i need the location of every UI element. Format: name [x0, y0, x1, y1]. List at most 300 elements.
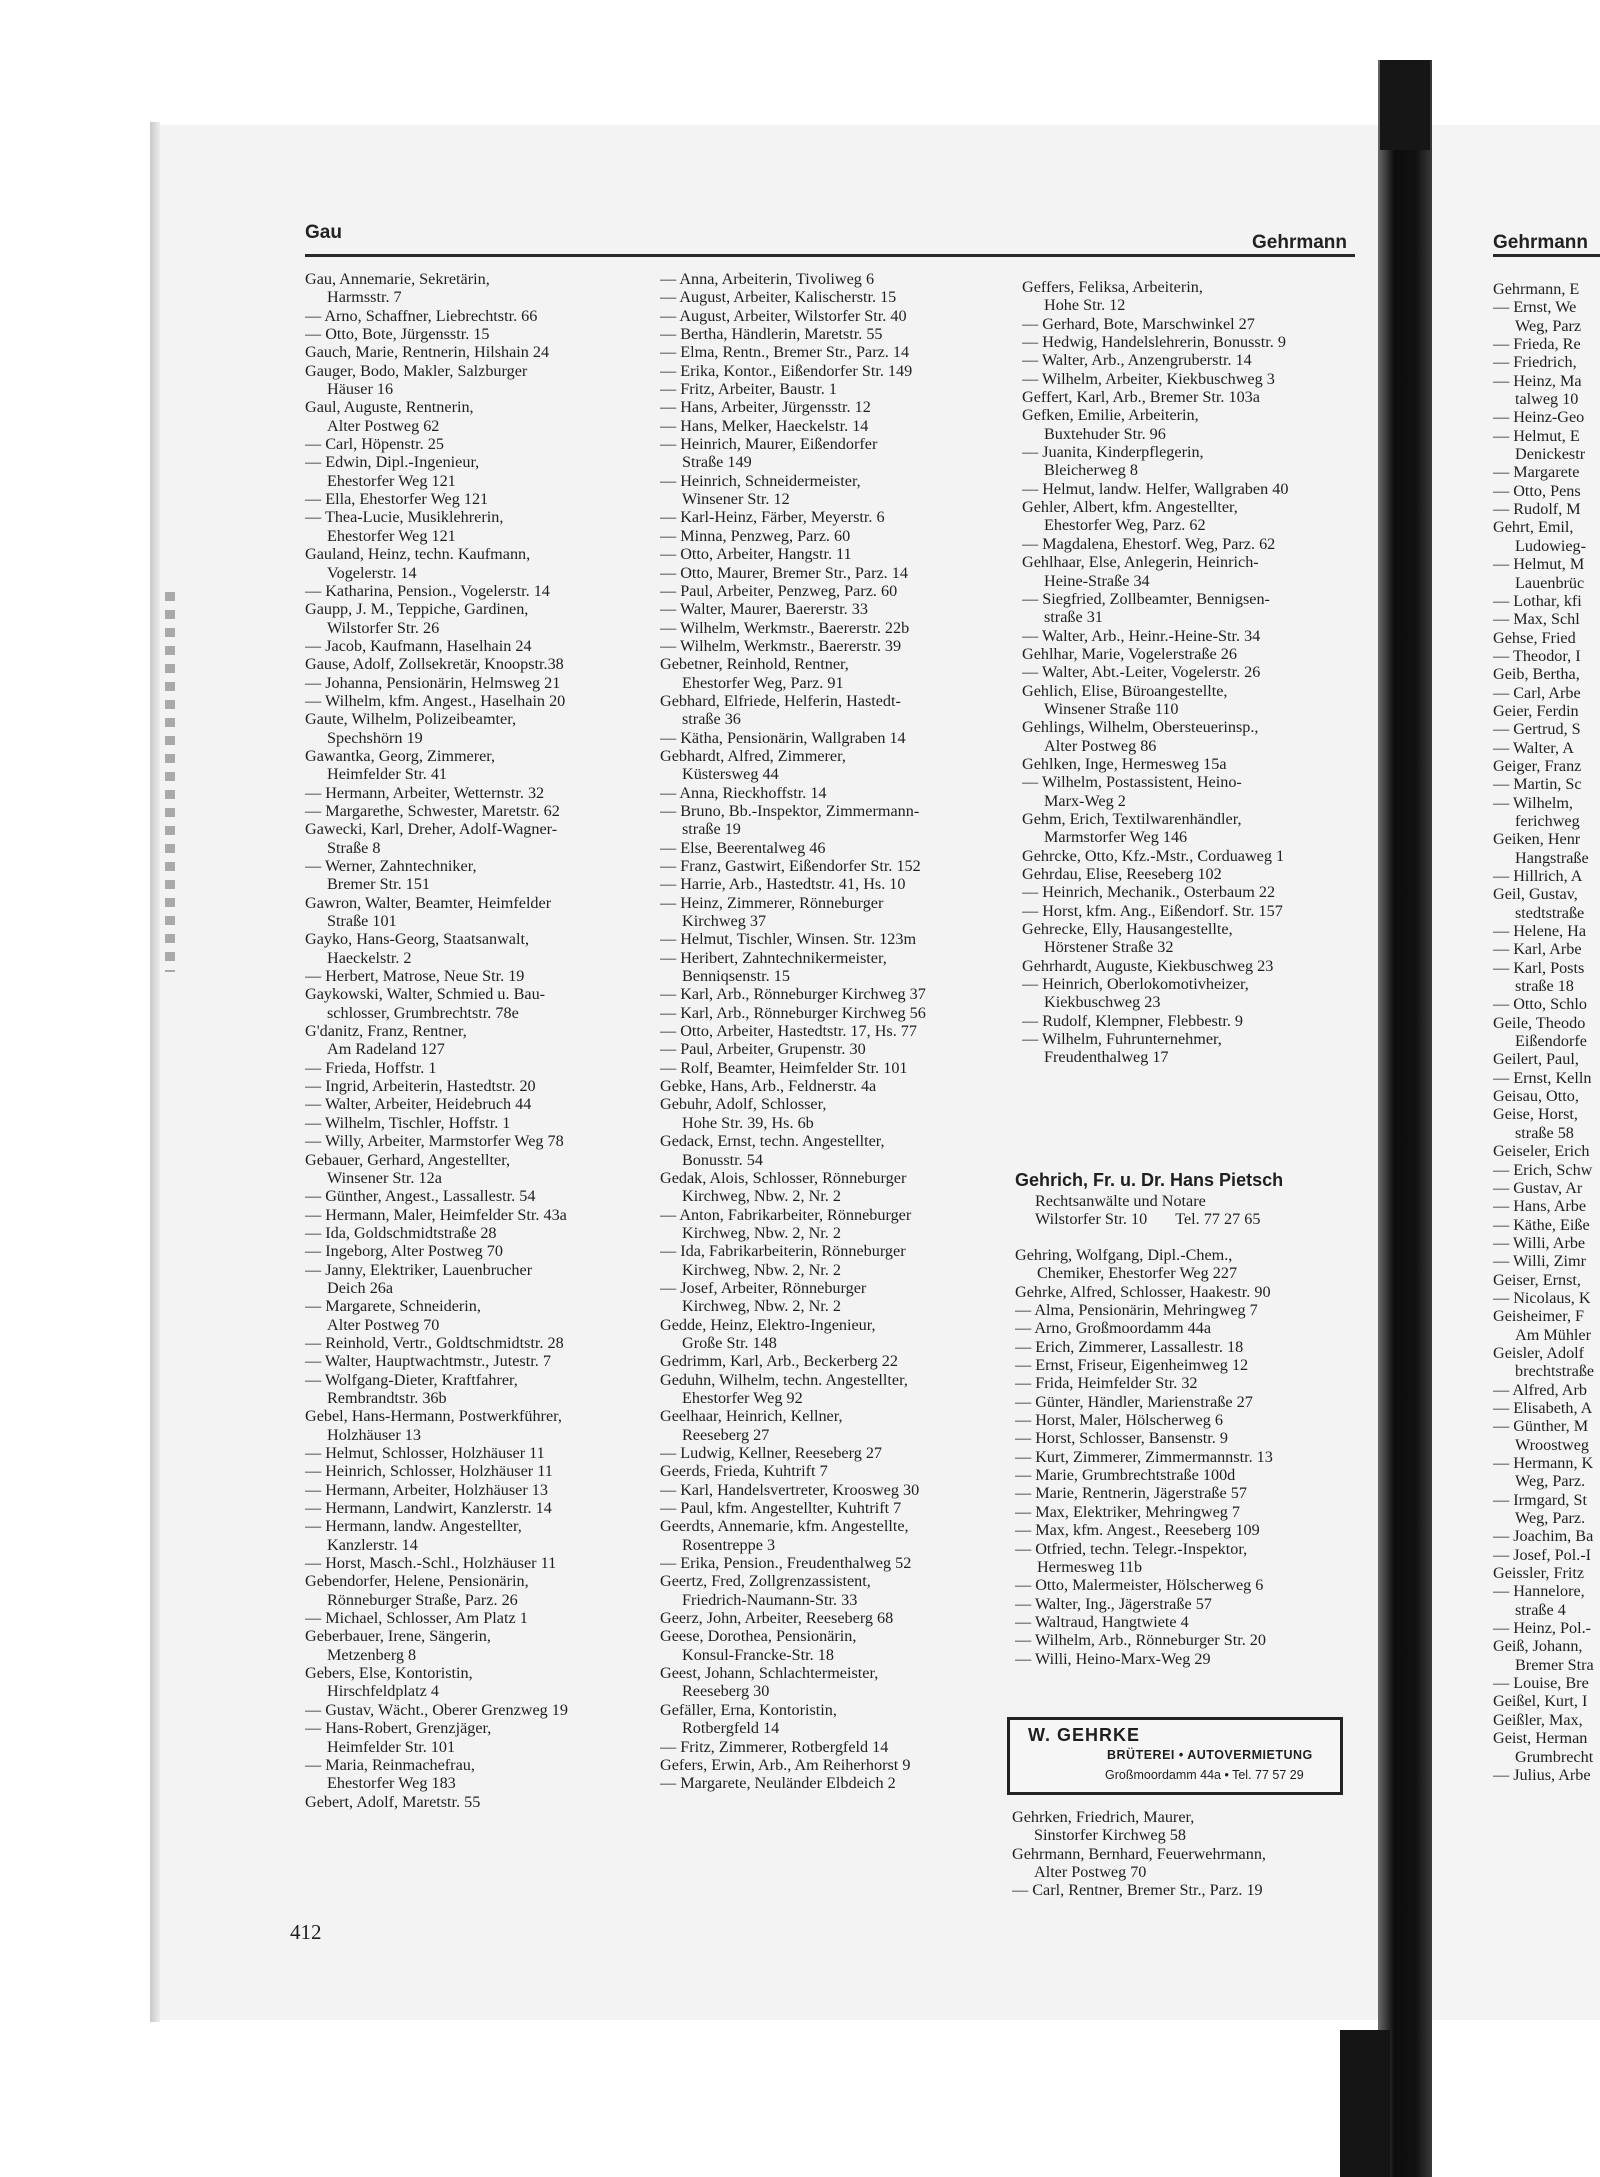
directory-entry-line: — Carl, Höpenstr. 25: [305, 435, 444, 454]
directory-entry-line: Winsener Str. 12: [682, 490, 790, 509]
directory-entry-line: — Frida, Heimfelder Str. 32: [1015, 1374, 1198, 1393]
directory-entry-line: — Else, Beerentalweg 46: [660, 838, 826, 857]
directory-entry-line: — Margarethe, Schwester, Maretstr. 62: [305, 801, 560, 820]
directory-entry-line: — Käthe, Eiße: [1493, 1215, 1590, 1234]
directory-entry-line: Alter Postweg 62: [327, 416, 440, 435]
directory-entry-line: — Margarete, Neuländer Elbdeich 2: [660, 1774, 896, 1793]
directory-entry-line: Eißendorfe: [1515, 1032, 1587, 1051]
directory-entry-line: Heimfelder Str. 41: [327, 765, 448, 784]
directory-entry-line: Geiser, Ernst,: [1493, 1270, 1581, 1289]
directory-entry-line: Hohe Str. 12: [1044, 296, 1126, 315]
directory-entry-line: — Reinhold, Vertr., Goldtschmidtstr. 28: [305, 1333, 564, 1352]
directory-entry-line: — Wilhelm, Werkmstr., Baererstr. 39: [660, 636, 902, 655]
directory-entry-line: Kanzlerstr. 14: [327, 1535, 418, 1554]
directory-entry-line: Gayko, Hans-Georg, Staatsanwalt,: [305, 930, 530, 949]
directory-entry-line: Weg, Parz.: [1515, 1472, 1586, 1491]
directory-entry-line: — Helene, Ha: [1493, 922, 1587, 941]
directory-entry-line: talweg 10: [1515, 390, 1579, 409]
directory-entry-line: — Horst, Schlosser, Bansenstr. 9: [1015, 1429, 1228, 1448]
directory-entry-line: — Otto, Maurer, Bremer Str., Parz. 14: [660, 563, 908, 582]
directory-entry-line: — Erich, Zimmerer, Lassallestr. 18: [1015, 1337, 1244, 1356]
directory-entry-line: Geier, Ferdin: [1493, 701, 1579, 720]
directory-entry-line: — Otfried, techn. Telegr.-Inspektor,: [1015, 1539, 1248, 1558]
directory-entry-line: Gebhard, Elfriede, Helferin, Hastedt-: [660, 691, 901, 710]
directory-entry-line: — Ludwig, Kellner, Reeseberg 27: [660, 1444, 883, 1462]
directory-entry-line: Gehrke, Alfred, Schlosser, Haakestr. 90: [1015, 1282, 1271, 1301]
directory-entry-line: — Gustav, Wächt., Oberer Grenzweg 19: [305, 1700, 568, 1719]
next-page-running-head: Gehrmann: [1493, 232, 1589, 253]
directory-entry-line: — Walter, Ing., Jägerstraße 57: [1015, 1594, 1212, 1613]
directory-entry-line: — Anton, Fabrikarbeiter, Rönneburger: [660, 1205, 912, 1224]
directory-entry-line: — Walter, Abt.-Leiter, Vogelerstr. 26: [1022, 663, 1261, 682]
directory-entry-line: Friedrich-Naumann-Str. 33: [682, 1590, 858, 1609]
directory-entry-line: — Elisabeth, A: [1493, 1398, 1593, 1417]
directory-entry-line: Geile, Theodo: [1493, 1013, 1586, 1032]
directory-entry-line: — Martin, Sc: [1493, 775, 1582, 794]
directory-entry-line: Gaupp, J. M., Teppiche, Gardinen,: [305, 600, 529, 619]
directory-entry-line: — Ernst, Kelln: [1493, 1068, 1592, 1087]
directory-entry-line: — Wilhelm, Arb., Rönneburger Str. 20: [1015, 1631, 1266, 1650]
directory-entry-line: Bremer Str. 151: [327, 875, 430, 894]
directory-entry-line: Gause, Adolf, Zollsekretär, Knoopstr.38: [305, 655, 564, 674]
directory-entry-line: — Werner, Zahntechniker,: [305, 857, 477, 875]
directory-entry-line: — Karl, Posts: [1493, 958, 1585, 977]
directory-entry-line: Alter Postweg 86: [1044, 736, 1157, 755]
directory-entry-line: Geisau, Otto,: [1493, 1087, 1579, 1106]
directory-entry-line: — Michael, Schlosser, Am Platz 1: [305, 1609, 528, 1628]
directory-entry-line: — Walter, Hauptwachtmstr., Jutestr. 7: [305, 1352, 551, 1371]
directory-entry-line: — Hermann, Maler, Heimfelder Str. 43a: [305, 1205, 567, 1224]
directory-entry-line: — Bertha, Händlerin, Maretstr. 55: [660, 325, 883, 344]
pietsch-line-2: Wilstorfer Str. 10 Tel. 77 27 65: [1035, 1210, 1261, 1229]
directory-entry-line: G'danitz, Franz, Rentner,: [305, 1022, 467, 1041]
directory-entry-line: Gebers, Else, Kontoristin,: [305, 1664, 473, 1683]
directory-entry-line: Heimfelder Str. 101: [327, 1737, 456, 1756]
directory-entry-line: Ludowieg-: [1515, 536, 1587, 555]
directory-entry-line: Gebetner, Reinhold, Rentner,: [660, 655, 849, 674]
directory-entry-line: straße 18: [1515, 977, 1574, 996]
directory-entry-line: Gehler, Albert, kfm. Angestellter,: [1022, 498, 1238, 517]
directory-entry-line: — Helmut, E: [1493, 426, 1580, 445]
directory-entry-line: — Arno, Schaffner, Liebrechtstr. 66: [305, 306, 538, 325]
directory-entry-line: — Heinz, Pol.-: [1493, 1619, 1592, 1638]
next-page-column: [1493, 280, 1600, 1784]
directory-entry-line: Ehestorfer Weg 183: [327, 1774, 456, 1793]
directory-entry-line: — Heinrich, Oberlokomotivheizer,: [1022, 975, 1249, 994]
directory-entry-line: straße 36: [682, 710, 741, 729]
directory-entry-line: — Maria, Reinmachefrau,: [305, 1755, 475, 1774]
directory-entry-line: — Wilhelm, Arbeiter, Kiekbuschweg 3: [1022, 369, 1275, 388]
directory-entry-line: — Otto, Schlo: [1493, 995, 1587, 1014]
directory-entry-line: Reeseberg 30: [682, 1682, 770, 1701]
directory-entry-line: — August, Arbeiter, Wilstorfer Str. 40: [660, 306, 907, 325]
ad-address: Großmoordamm 44a • Tel. 77 57 29: [1105, 1768, 1304, 1782]
directory-entry-line: Buxtehuder Str. 96: [1044, 424, 1166, 443]
directory-entry-line: Küstersweg 44: [682, 765, 779, 784]
directory-entry-line: — Helmut, landw. Helfer, Wallgraben 40: [1022, 479, 1289, 498]
directory-entry-line: — Anna, Rieckhoffstr. 14: [660, 783, 827, 802]
directory-entry-line: Geberbauer, Irene, Sängerin,: [305, 1627, 491, 1646]
directory-entry-line: Geffert, Karl, Arb., Bremer Str. 103a: [1022, 388, 1260, 407]
directory-entry-line: Gehrecke, Elly, Hausangestellte,: [1022, 920, 1233, 939]
directory-entry-line: — Paul, Arbeiter, Grupenstr. 30: [660, 1040, 866, 1059]
directory-entry-line: Kirchweg, Nbw. 2, Nr. 2: [682, 1260, 841, 1279]
directory-entry-line: Gaykowski, Walter, Schmied u. Bau-: [305, 985, 546, 1004]
directory-entry-line: Geiseler, Erich: [1493, 1142, 1590, 1161]
directory-entry-line: Gebel, Hans-Hermann, Postwerkführer,: [305, 1407, 562, 1426]
directory-entry-line: Winsener Straße 110: [1044, 699, 1179, 718]
directory-entry-line: — Heinrich, Schlosser, Holzhäuser 11: [305, 1462, 553, 1481]
directory-entry-line: — Waltraud, Hangtwiete 4: [1015, 1612, 1189, 1631]
directory-entry-line: — Rudolf, M: [1493, 500, 1581, 519]
directory-entry-line: straße 19: [682, 820, 741, 839]
directory-entry-line: — Heinrich, Schneidermeister,: [660, 471, 861, 490]
directory-entry-line: Geertz, Fred, Zollgrenzassistent,: [660, 1572, 871, 1591]
directory-entry-line: Marx-Weg 2: [1044, 791, 1126, 810]
directory-entry-line: Gedack, Ernst, techn. Angestellter,: [660, 1132, 885, 1151]
pietsch-line-1: Rechtsanwälte und Notare: [1035, 1192, 1206, 1210]
directory-entry-line: Wilstorfer Str. 26: [327, 618, 440, 637]
directory-entry-line: Gauland, Heinz, techn. Kaufmann,: [305, 545, 531, 564]
directory-entry-line: Geist, Herman: [1493, 1729, 1588, 1748]
directory-entry-line: Gehrdau, Elise, Reeseberg 102: [1022, 865, 1222, 883]
directory-entry-line: Alter Postweg 70: [327, 1315, 440, 1334]
directory-entry-line: — Walter, A: [1493, 738, 1574, 757]
directory-entry-line: Rembrandtstr. 36b: [327, 1388, 447, 1407]
page-number: 412: [290, 1920, 322, 1944]
directory-entry-line: Gauger, Bodo, Makler, Salzburger: [305, 361, 528, 380]
page-edge-marks: [165, 592, 175, 972]
directory-entry-line: — Hermann, Arbeiter, Holzhäuser 13: [305, 1480, 548, 1499]
directory-entry-line: Reeseberg 27: [682, 1425, 770, 1444]
directory-entry-line: — Hans, Arbe: [1493, 1197, 1587, 1216]
directory-entry-line: Gebert, Adolf, Maretstr. 55: [305, 1792, 481, 1811]
directory-entry-line: Gawantka, Georg, Zimmerer,: [305, 746, 496, 765]
directory-entry-line: Konsul-Francke-Str. 18: [682, 1645, 834, 1664]
directory-entry-line: Gaul, Auguste, Rentnerin,: [305, 398, 474, 417]
directory-entry-line: — Bruno, Bb.-Inspektor, Zimmermann-: [660, 801, 920, 820]
directory-entry-line: Ehestorfer Weg 121: [327, 526, 456, 545]
directory-entry-line: straße 58: [1515, 1123, 1574, 1142]
directory-entry-line: Straße 8: [327, 838, 381, 857]
directory-entry-line: — Paul, kfm. Angestellter, Kuhtrift 7: [660, 1499, 902, 1518]
directory-entry-line: Ehestorfer Weg, Parz. 62: [1044, 516, 1206, 535]
directory-entry-line: — Theodor, I: [1493, 646, 1581, 665]
directory-entry-line: — Carl, Rentner, Bremer Str., Parz. 19: [1012, 1881, 1263, 1900]
directory-entry-line: Gedak, Alois, Schlosser, Rönneburger: [660, 1168, 907, 1187]
directory-entry-line: Rosentreppe 3: [682, 1535, 776, 1554]
directory-entry-line: — Friedrich,: [1493, 353, 1577, 372]
directory-entry-line: — Helmut, M: [1493, 555, 1585, 574]
directory-entry-line: — Walter, Arb., Anzengruberstr. 14: [1022, 351, 1252, 370]
directory-entry-line: — Marie, Rentnerin, Jägerstraße 57: [1015, 1484, 1247, 1503]
directory-entry-line: Denickestr: [1515, 445, 1586, 464]
directory-entry-line: Häuser 16: [327, 380, 394, 399]
directory-entry-line: — Louise, Bre: [1493, 1674, 1589, 1693]
directory-entry-line: Gefers, Erwin, Arb., Am Reiherhorst 9: [660, 1755, 911, 1774]
directory-entry-line: Geerdts, Annemarie, kfm. Angestellte,: [660, 1517, 909, 1536]
directory-entry-line: — Willi, Arbe: [1493, 1233, 1586, 1252]
directory-entry-line: Geduhn, Wilhelm, techn. Angestellter,: [660, 1370, 908, 1389]
directory-entry-line: — Alma, Pensionärin, Mehringweg 7: [1015, 1301, 1258, 1320]
directory-entry-line: — Frieda, Re: [1493, 335, 1581, 354]
book-gutter: [1378, 60, 1432, 2177]
directory-entry-line: — Max, Elektriker, Mehringweg 7: [1015, 1502, 1241, 1521]
directory-entry-line: Gehm, Erich, Textilwarenhändler,: [1022, 809, 1242, 828]
directory-entry-line: — Otto, Bote, Jürgensstr. 15: [305, 325, 490, 344]
directory-entry-line: Geiger, Franz: [1493, 756, 1582, 775]
directory-entry-line: — Heinz-Geo: [1493, 408, 1585, 427]
directory-entry-line: — Hillrich, A: [1493, 867, 1583, 885]
directory-entry-line: Große Str. 148: [682, 1333, 777, 1352]
directory-entry-line: Gebke, Hans, Arb., Feldnerstr. 4a: [660, 1077, 877, 1096]
directory-entry-line: Geißel, Kurt, I: [1493, 1692, 1588, 1711]
directory-entry-line: — Horst, Masch.-Schl., Holzhäuser 11: [305, 1554, 557, 1573]
directory-entry-line: — Hans, Melker, Haeckelstr. 14: [660, 416, 869, 435]
directory-entry-line: — Franz, Gastwirt, Eißendorfer Str. 152: [660, 857, 921, 875]
directory-entry-line: Benniqsenstr. 15: [682, 967, 790, 986]
directory-entry-line: Haeckelstr. 2: [327, 948, 412, 967]
directory-entry-line: ferichweg: [1515, 811, 1580, 830]
directory-entry-line: — Frieda, Hoffstr. 1: [305, 1058, 437, 1077]
directory-entry-line: Geib, Bertha,: [1493, 665, 1580, 684]
directory-entry-line: Hirschfeldplatz 4: [327, 1682, 439, 1701]
directory-entry-line: — Jacob, Kaufmann, Haselhain 24: [305, 636, 532, 655]
directory-column-1: [305, 270, 640, 1811]
directory-entry-line: — Hedwig, Handelslehrerin, Bonusstr. 9: [1022, 333, 1286, 352]
directory-entry-line: Gefken, Emilie, Arbeiterin,: [1022, 406, 1199, 425]
directory-entry-line: — Gustav, Ar: [1493, 1178, 1583, 1197]
directory-entry-line: — Günther, M: [1493, 1417, 1589, 1436]
directory-entry-line: — Gertrud, S: [1493, 720, 1581, 739]
directory-entry-line: — Rolf, Beamter, Heimfelder Str. 101: [660, 1058, 908, 1077]
directory-column-3-middle: [1015, 1246, 1360, 1668]
directory-entry-line: Ehestorfer Weg 121: [327, 471, 456, 490]
directory-entry-line: — Ida, Fabrikarbeiterin, Rönneburger: [660, 1242, 906, 1261]
directory-entry-line: Gauch, Marie, Rentnerin, Hilshain 24: [305, 343, 550, 362]
directory-entry-line: — Wilhelm, Werkmstr., Baererstr. 22b: [660, 618, 910, 637]
directory-entry-line: — Karl, Arb., Rönneburger Kirchweg 56: [660, 1003, 926, 1022]
directory-entry-line: Geißler, Max,: [1493, 1710, 1583, 1729]
directory-entry-line: — Juanita, Kinderpflegerin,: [1022, 443, 1204, 462]
directory-entry-line: — Thea-Lucie, Musiklehrerin,: [305, 508, 504, 527]
directory-entry-line: — Karl, Arb., Rönneburger Kirchweg 37: [660, 985, 926, 1004]
directory-entry-line: Gebauer, Gerhard, Angestellter,: [305, 1150, 511, 1169]
directory-entry-line: — Otto, Arbeiter, Hangstr. 11: [660, 545, 852, 564]
directory-entry-line: Bremer Stra: [1515, 1655, 1594, 1674]
directory-entry-line: Gehlings, Wilhelm, Obersteuerinsp.,: [1022, 718, 1259, 737]
directory-entry-line: — Helmut, Tischler, Winsen. Str. 123m: [660, 930, 917, 949]
directory-entry-line: Freudenthalweg 17: [1044, 1048, 1169, 1067]
next-page-header-rule: [1493, 254, 1600, 257]
directory-entry-line: Gehlhar, Marie, Vogelerstraße 26: [1022, 644, 1237, 663]
directory-entry-line: Hangstraße: [1515, 848, 1589, 867]
directory-entry-line: Hermesweg 11b: [1037, 1557, 1143, 1576]
directory-entry-line: Geisler, Adolf: [1493, 1343, 1585, 1362]
directory-entry-line: Am Mühler: [1515, 1325, 1591, 1344]
directory-entry-line: — Josef, Pol.-I: [1493, 1545, 1592, 1564]
ad-company-name: W. GEHRKE: [1028, 1725, 1141, 1745]
directory-entry-line: Gedrimm, Karl, Arb., Beckerberg 22: [660, 1352, 898, 1371]
ad-services: BRÜTEREI • AUTOVERMIETUNG: [1107, 1748, 1313, 1762]
directory-entry-line: — Heinz, Zimmerer, Rönneburger: [660, 893, 884, 912]
directory-entry-line: Sinstorfer Kirchweg 58: [1034, 1826, 1186, 1845]
directory-entry-line: — Hans-Robert, Grenzjäger,: [305, 1719, 492, 1738]
directory-entry-line: — Heinz, Ma: [1493, 371, 1582, 390]
directory-entry-line: Wroostweg: [1515, 1435, 1589, 1454]
directory-entry-line: schlosser, Grumbrechtstr. 78e: [327, 1003, 519, 1022]
directory-entry-line: — Ingrid, Arbeiterin, Hastedtstr. 20: [305, 1077, 536, 1096]
directory-entry-line: — Lothar, kfi: [1493, 591, 1582, 610]
directory-entry-line: straße 31: [1044, 608, 1103, 627]
directory-entry-line: — Ida, Goldschmidtstraße 28: [305, 1223, 497, 1242]
directory-entry-line: Gau, Annemarie, Sekretärin,: [305, 270, 490, 288]
directory-column-3-top: [1022, 278, 1357, 1067]
directory-entry-line: Harmsstr. 7: [327, 288, 402, 307]
directory-entry-line: Spechshörn 19: [327, 728, 423, 747]
directory-entry-line: Geerds, Frieda, Kuhtrift 7: [660, 1462, 828, 1481]
directory-entry-line: stedtstraße: [1515, 903, 1585, 922]
directory-entry-line: — Nicolaus, K: [1493, 1288, 1591, 1307]
directory-entry-line: Gehrcke, Otto, Kfz.-Mstr., Corduaweg 1: [1022, 846, 1285, 865]
directory-entry-line: — Walter, Maurer, Baererstr. 33: [660, 600, 868, 619]
gutter-shadow: [1380, 60, 1430, 150]
directory-entry-line: — Karl, Arbe: [1493, 940, 1582, 959]
directory-entry-line: — Otto, Arbeiter, Hastedtstr. 17, Hs. 77: [660, 1022, 917, 1041]
directory-entry-line: Geissler, Fritz: [1493, 1564, 1585, 1583]
directory-entry-line: Gedde, Heinz, Elektro-Ingenieur,: [660, 1315, 876, 1334]
directory-entry-line: Geilert, Paul,: [1493, 1050, 1579, 1069]
directory-entry-line: — Siegfried, Zollbeamter, Bennigsen-: [1022, 589, 1270, 608]
directory-entry-line: — Ernst, We: [1493, 298, 1577, 317]
directory-entry-line: — Heinrich, Mechanik., Osterbaum 22: [1022, 883, 1276, 902]
directory-entry-line: — Wilhelm, Fuhrunternehmer,: [1022, 1030, 1222, 1049]
directory-entry-line: — Kurt, Zimmerer, Zimmermannstr. 13: [1015, 1447, 1273, 1466]
directory-column-2: [660, 270, 1000, 1793]
directory-entry-line: Grumbrecht: [1515, 1747, 1594, 1766]
running-head-left: Gau: [305, 222, 342, 243]
directory-entry-line: Hohe Str. 39, Hs. 6b: [682, 1113, 814, 1132]
directory-entry-line: — Josef, Arbeiter, Rönneburger: [660, 1278, 867, 1297]
directory-entry-line: Geerz, John, Arbeiter, Reeseberg 68: [660, 1609, 894, 1628]
directory-entry-line: Gebuhr, Adolf, Schlosser,: [660, 1095, 827, 1114]
directory-entry-line: — Hermann, Arbeiter, Wetternstr. 32: [305, 783, 545, 802]
directory-entry-line: Ehestorfer Weg, Parz. 91: [682, 673, 844, 692]
pietsch-title: Gehrich, Fr. u. Dr. Hans Pietsch: [1015, 1170, 1284, 1190]
directory-entry-line: — Walter, Arb., Heinr.-Heine-Str. 34: [1022, 626, 1261, 645]
directory-entry-line: — Günther, Angest., Lassallestr. 54: [305, 1187, 536, 1206]
directory-entry-line: — Fritz, Arbeiter, Baustr. 1: [660, 380, 837, 399]
directory-entry-line: Gefäller, Erna, Kontoristin,: [660, 1700, 837, 1719]
directory-entry-line: — Wilhelm, Tischler, Hoffstr. 1: [305, 1113, 511, 1132]
directory-entry-line: — Gerhard, Bote, Marschwinkel 27: [1022, 314, 1255, 333]
directory-entry-line: Gehrmann, Bernhard, Feuerwehrmann,: [1012, 1844, 1266, 1863]
directory-entry-line: — Erika, Kontor., Eißendorfer Str. 149: [660, 361, 913, 380]
directory-entry-line: Geest, Johann, Schlachtermeister,: [660, 1664, 879, 1683]
directory-entry-line: — Otto, Pens: [1493, 481, 1581, 500]
directory-entry-line: — Otto, Malermeister, Hölscherweg 6: [1015, 1576, 1264, 1595]
directory-entry-line: — Hannelore,: [1493, 1582, 1585, 1601]
directory-entry-line: Ehestorfer Weg 92: [682, 1388, 803, 1407]
directory-entry-line: Gawron, Walter, Beamter, Heimfelder: [305, 893, 552, 912]
directory-entry-line: Lauenbrüc: [1515, 573, 1585, 592]
directory-entry-line: — Hermann, K: [1493, 1454, 1594, 1472]
directory-entry-line: Bonusstr. 54: [682, 1150, 763, 1169]
directory-entry-line: Gawecki, Karl, Dreher, Adolf-Wagner-: [305, 820, 558, 839]
directory-entry-line: — Kätha, Pensionärin, Wallgraben 14: [660, 728, 906, 747]
directory-entry-line: — Willi, Heino-Marx-Weg 29: [1015, 1649, 1211, 1668]
directory-entry-line: — Helmut, Schlosser, Holzhäuser 11: [305, 1444, 545, 1462]
directory-entry-line: Geil, Gustav,: [1493, 885, 1578, 904]
directory-column-3-bottom: [1012, 1808, 1357, 1900]
directory-entry-line: — Katharina, Pension., Vogelerstr. 14: [305, 581, 550, 600]
header-rule: [305, 254, 1355, 257]
directory-entry-line: straße 4: [1515, 1600, 1566, 1619]
pietsch-law-entry: [1015, 1168, 1355, 1229]
directory-entry-line: Geiß, Johann,: [1493, 1637, 1583, 1656]
directory-entry-line: — Erika, Pension., Freudenthalweg 52: [660, 1554, 912, 1573]
directory-entry-line: — Horst, Maler, Hölscherweg 6: [1015, 1411, 1223, 1430]
directory-entry-line: — Heinrich, Maurer, Eißendorfer: [660, 435, 878, 454]
directory-entry-line: Am Radeland 127: [327, 1040, 445, 1059]
directory-entry-line: — Wilhelm,: [1493, 793, 1573, 812]
directory-entry-line: — Wilhelm, kfm. Angest., Haselhain 20: [305, 691, 566, 710]
directory-entry-line: — Johanna, Pensionärin, Helmsweg 21: [305, 673, 561, 692]
directory-entry-line: — Hermann, Landwirt, Kanzlerstr. 14: [305, 1499, 552, 1518]
scan-shadow: [150, 122, 160, 2022]
directory-entry-line: Kirchweg, Nbw. 2, Nr. 2: [682, 1187, 841, 1206]
directory-entry-line: — Fritz, Zimmerer, Rotbergfeld 14: [660, 1737, 889, 1756]
directory-entry-line: Metzenberg 8: [327, 1645, 417, 1664]
directory-entry-line: Weg, Parz.: [1515, 1509, 1586, 1528]
directory-entry-line: — Horst, kfm. Ang., Eißendorf. Str. 157: [1022, 901, 1283, 920]
directory-entry-line: Alter Postweg 70: [1034, 1863, 1147, 1882]
directory-entry-line: Geese, Dorothea, Pensionärin,: [660, 1627, 857, 1646]
directory-entry-line: — Elma, Rentn., Bremer Str., Parz. 14: [660, 343, 910, 362]
directory-entry-line: Gehrt, Emil,: [1493, 518, 1574, 537]
directory-entry-line: Straße 149: [682, 453, 752, 472]
directory-entry-line: Chemiker, Ehestorfer Weg 227: [1037, 1264, 1238, 1283]
directory-entry-line: — Erich, Schw: [1493, 1160, 1593, 1179]
directory-entry-line: Gaute, Wilhelm, Polizeibeamter,: [305, 710, 517, 729]
directory-entry-line: Holzhäuser 13: [327, 1425, 421, 1444]
directory-entry-line: Hörstener Straße 32: [1044, 938, 1174, 957]
directory-entry-line: — Hans, Arbeiter, Jürgensstr. 12: [660, 398, 871, 417]
scan-clip: [1340, 2030, 1390, 2177]
directory-entry-line: — Ella, Ehestorfer Weg 121: [305, 490, 489, 509]
directory-entry-line: Heine-Straße 34: [1044, 571, 1150, 590]
directory-entry-line: Kirchweg, Nbw. 2, Nr. 2: [682, 1223, 841, 1242]
directory-entry-line: — Joachim, Ba: [1493, 1527, 1594, 1546]
directory-entry-line: — Marie, Grumbrechtstraße 100d: [1015, 1466, 1236, 1485]
directory-entry-line: Bleicherweg 8: [1044, 461, 1138, 480]
directory-entry-line: — Margarete, Schneiderin,: [305, 1297, 481, 1316]
directory-entry-line: Geisheimer, F: [1493, 1307, 1585, 1326]
directory-entry-line: — Ernst, Friseur, Eigenheimweg 12: [1015, 1356, 1249, 1375]
directory-entry-line: Geiken, Henr: [1493, 830, 1581, 849]
directory-entry-line: Gehse, Fried: [1493, 628, 1576, 647]
directory-entry-line: Kirchweg, Nbw. 2, Nr. 2: [682, 1297, 841, 1316]
directory-entry-line: — Janny, Elektriker, Lauenbrucher: [305, 1260, 533, 1279]
directory-entry-line: Geffers, Feliksa, Arbeiterin,: [1022, 278, 1203, 296]
directory-entry-line: — Margarete: [1493, 463, 1580, 482]
directory-entry-line: Gehring, Wolfgang, Dipl.-Chem.,: [1015, 1246, 1233, 1264]
directory-entry-line: — Julius, Arbe: [1493, 1765, 1591, 1784]
directory-entry-line: — Irmgard, St: [1493, 1490, 1587, 1509]
directory-entry-line: Deich 26a: [327, 1278, 394, 1297]
directory-entry-line: — Willi, Zimr: [1493, 1252, 1587, 1271]
directory-entry-line: Gehrmann, E: [1493, 280, 1580, 298]
